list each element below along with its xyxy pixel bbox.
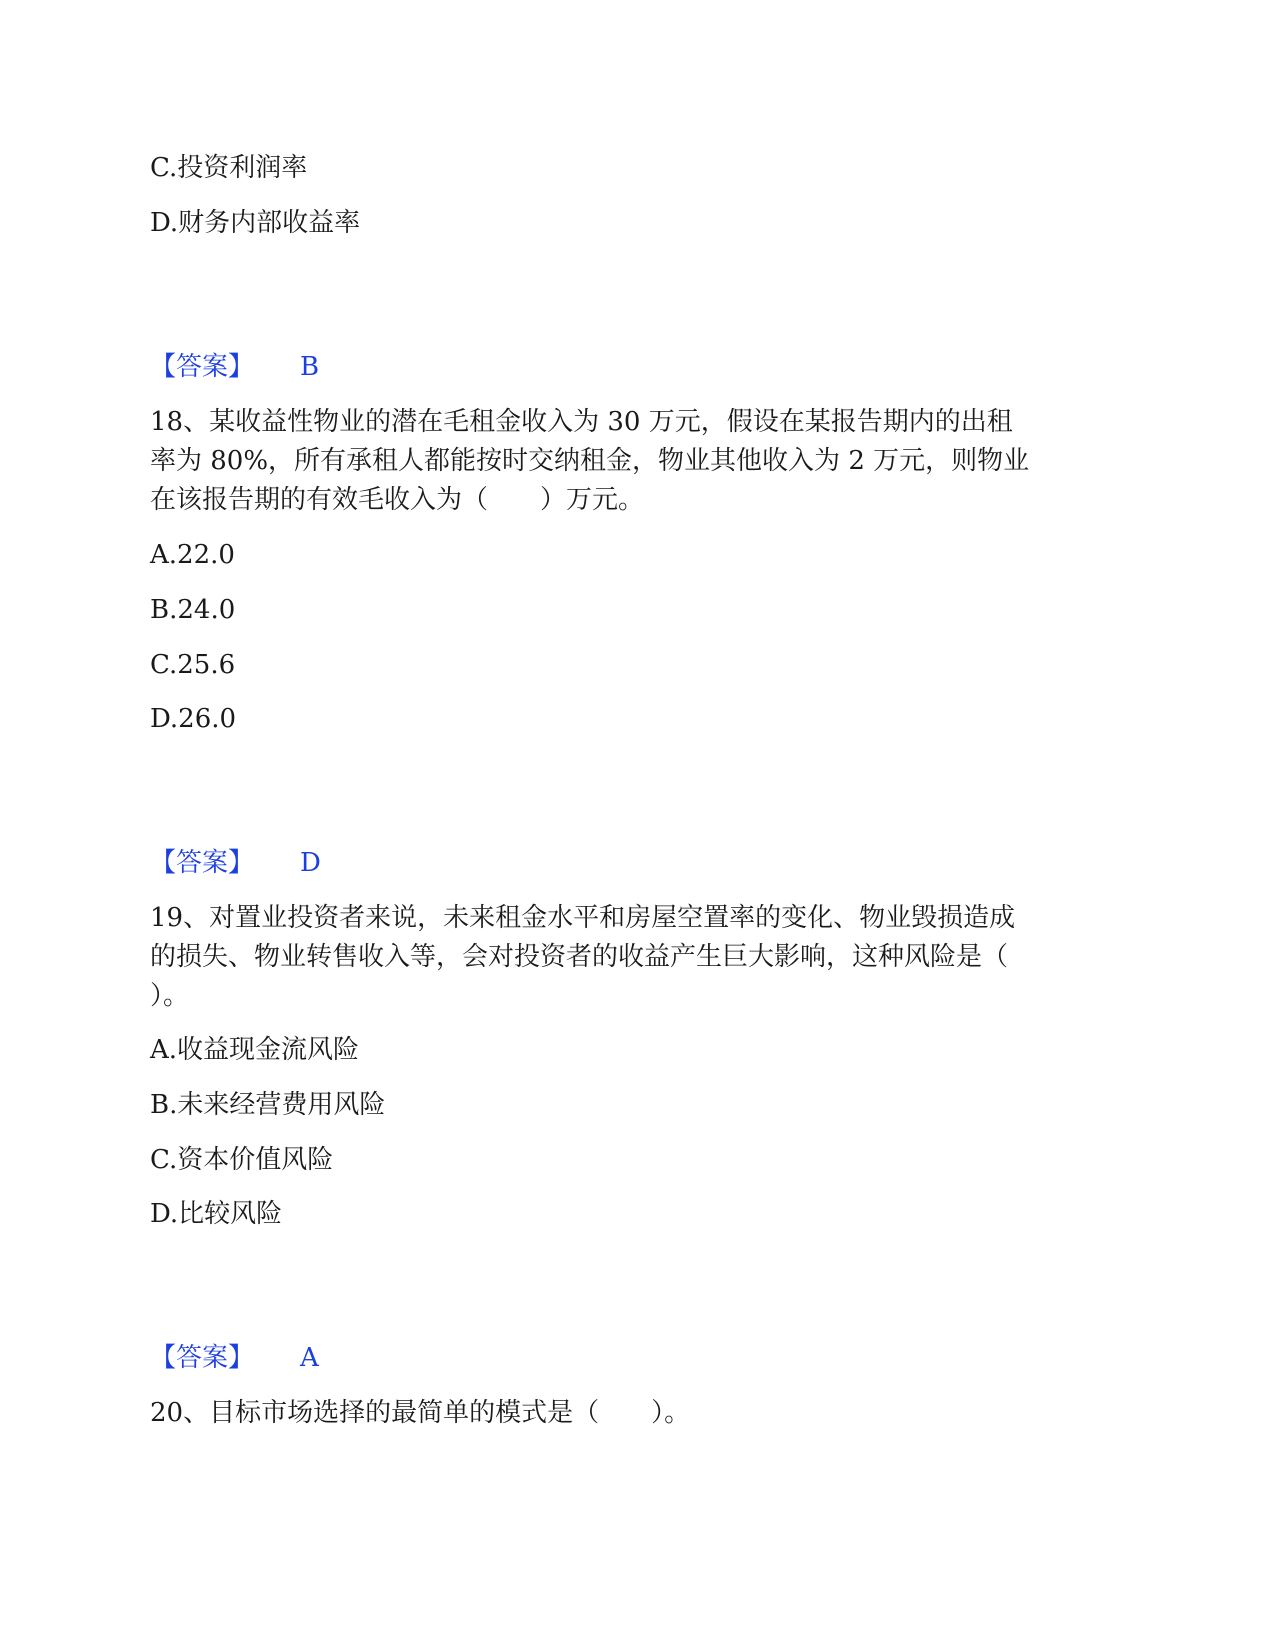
q20-stem-line-1: 20、目标市场选择的最简单的模式是（ ）。 [150, 1398, 691, 1428]
q19-stem-line-3: ）。 [150, 981, 190, 1011]
answer-value: A [300, 1343, 319, 1373]
answer-label: 【答案】 [150, 1343, 255, 1373]
q19-stem-line-1: 19、对置业投资者来说，未来租金水平和房屋空置率的变化、物业毁损造成 [150, 903, 1016, 933]
q18-option-b: B.24.0 [150, 595, 236, 625]
q18-option-a: A.22.0 [150, 540, 235, 570]
q17-option-c: C.投资利润率 [150, 153, 308, 183]
q18-option-d: D.26.0 [150, 704, 237, 734]
q19-option-b: B.未来经营费用风险 [150, 1090, 386, 1120]
q19-stem-line-2: 的损失、物业转售收入等，会对投资者的收益产生巨大影响，这种风险是（ [150, 942, 1009, 972]
q18-stem-line-2: 率为 80%，所有承租人都能按时交纳租金，物业其他收入为 2 万元，则物业 [150, 446, 1030, 476]
answer-19 [150, 1338, 319, 1378]
q18-stem-line-3: 在该报告期的有效毛收入为（ ）万元。 [150, 485, 645, 515]
q18-stem-line-1: 18、某收益性物业的潜在毛租金收入为 30 万元，假设在某报告期内的出租 [150, 407, 1013, 437]
answer-17 [150, 347, 319, 387]
answer-18 [150, 843, 321, 883]
answer-label: 【答案】 [150, 352, 255, 382]
answer-value: D [300, 848, 321, 878]
answer-value: B [300, 352, 320, 382]
answer-label: 【答案】 [150, 848, 255, 878]
q18-option-c: C.25.6 [150, 650, 236, 680]
q17-option-d: D.财务内部收益率 [150, 208, 361, 238]
q19-option-a: A.收益现金流风险 [150, 1035, 360, 1065]
q19-option-c: C.资本价值风险 [150, 1145, 334, 1175]
q19-option-d: D.比较风险 [150, 1199, 283, 1229]
